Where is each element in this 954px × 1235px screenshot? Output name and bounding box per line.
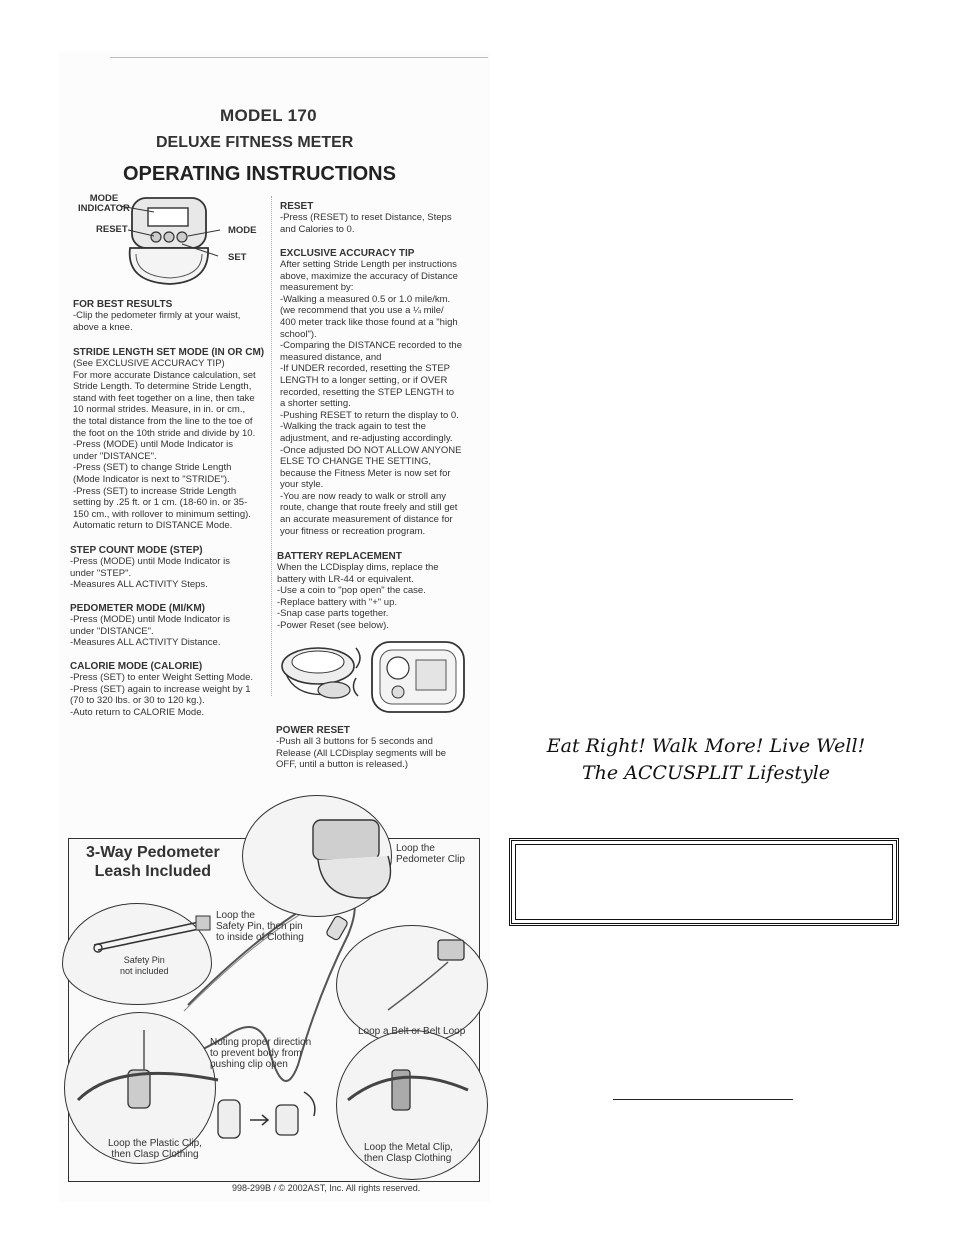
tagline-line-1: Eat Right! Walk More! Live Well!	[546, 735, 866, 757]
section-text: -Press (MODE) until Mode Indicator is under "DISTANCE". -Measures ALL ACTIVITY Distance.	[70, 614, 230, 649]
section-text: -Press (MODE) until Mode Indicator is under "STEP". -Measures ALL ACTIVITY Steps.	[70, 556, 230, 591]
label-reset: RESET	[96, 224, 128, 235]
left-section-step-count	[70, 545, 270, 591]
battery-diagram	[276, 638, 472, 718]
section-heading: STEP COUNT MODE (STEP)	[70, 545, 203, 556]
label-loop-safety-pin: Loop the Safety Pin, then pin to inside of Clothing	[216, 910, 304, 943]
section-heading: POWER RESET	[276, 725, 350, 736]
right-section-accuracy-tip	[280, 248, 480, 537]
left-section-pedometer-mode	[70, 603, 270, 649]
section-heading: BATTERY REPLACEMENT	[277, 551, 402, 562]
scan-top-edge	[110, 57, 488, 58]
label-loop-belt: Loop a Belt or Belt Loop	[358, 1026, 466, 1037]
section-heading: EXCLUSIVE ACCURACY TIP	[280, 248, 415, 259]
section-heading: RESET	[280, 201, 314, 212]
right-section-reset	[280, 201, 480, 235]
label-loop-metal-clip: Loop the Metal Clip, then Clasp Clothing	[364, 1142, 453, 1164]
section-text: After setting Stride Length per instructions above, maximize the accuracy of Distance measurement by: -Walking a measured 0.5 or 1.0 mile/km. (we recommend that you use a ¼ mile/ 400 meter track like those found at a "high school"). -Comparing the DISTANCE recorded to the measured distance, and -If UNDER recorded, resetting the STEP LENGTH to a longer setting, or if OVER recorded, resetting the STEP LENGTH to a shorter setting. -Pushing RESET to return the display to 0. -Walking the track again to test the adjustment, and re-adjusting accordingly. -Once adjusted DO NOT ALLOW ANYONE ELSE TO CHANGE THE SETTING, because the Fitness Meter is now set for your style. -You are now ready to walk or stroll any route, change that route freely and still get an accurate measurement of distance for your fitness or recreation program.	[280, 259, 462, 537]
section-heading: FOR BEST RESULTS	[73, 299, 173, 310]
left-section-best-results	[73, 299, 273, 333]
label-mode-indicator: MODE INDICATOR	[78, 193, 130, 214]
section-text: -Press (SET) to enter Weight Setting Mode. -Press (SET) again to increase weight by 1 (70 to 320 lbs. or 30 to 120 kg.). -Auto return to CALORIE Mode.	[70, 672, 254, 718]
leash-title: 3-Way Pedometer Leash Included	[86, 844, 220, 880]
left-section-calorie	[70, 661, 270, 718]
section-text: -Press (RESET) to reset Distance, Steps and Calories to 0.	[280, 212, 452, 235]
section-text: When the LCDisplay dims, replace the battery with LR-44 or equivalent. -Use a coin to "pop open" the case. -Replace battery with "+" up. -Snap case parts together. -Power Reset (see below).	[277, 562, 439, 631]
section-heading: STRIDE LENGTH SET MODE (IN OR CM)	[73, 347, 265, 358]
label-loop-plastic-clip: Loop the Plastic Clip, then Clasp Clothing	[108, 1138, 202, 1160]
section-text: -Clip the pedometer firmly at your waist, above a knee.	[73, 310, 241, 333]
empty-note-box-inner	[515, 844, 893, 920]
model-title: MODEL 170	[220, 106, 317, 125]
label-noting-direction: Noting proper direction to prevent body from pushing clip open	[210, 1037, 312, 1070]
section-heading: PEDOMETER MODE (MI/KM)	[70, 603, 205, 614]
section-text: -Push all 3 buttons for 5 seconds and Release (All LCDisplay segments will be OFF, until a button is released.)	[276, 736, 447, 771]
right-section-battery	[277, 551, 477, 632]
left-section-stride	[73, 347, 273, 532]
blank-line	[613, 1099, 793, 1100]
tagline-line-2: The ACCUSPLIT Lifestyle	[581, 762, 831, 784]
copyright-notice: 998-299B / © 2002AST, Inc. All rights reserved.	[232, 1183, 421, 1193]
instructions-title: OPERATING INSTRUCTIONS	[123, 163, 396, 185]
right-section-power-reset	[276, 725, 476, 771]
label-loop-pedometer-clip: Loop the Pedometer Clip	[396, 843, 465, 865]
label-safety-pin-not-included: Safety Pin not included	[120, 955, 169, 976]
section-text: (See EXCLUSIVE ACCURACY TIP) For more accurate Distance calculation, set Stride Length. To determine Stride Length, stand with feet together on a line, then take 10 normal strides. Measure, in in. or cm., the total distance from the line to the toe of the foot on the 10th stride and divide by 10. -Press (MODE) until Mode Indicator is under "DISTANCE". -Press (SET) to change Stride Length (Mode Indicator is next to "STRIDE"). -Press (SET) to increase Stride Length setting by .25 ft. or 1 cm. (18-60 in. or 35- 150 cm., with rollover to minimum setting). Automatic return to DISTANCE Mode.	[73, 358, 256, 532]
section-heading: CALORIE MODE (CALORIE)	[70, 661, 203, 672]
product-title: DELUXE FITNESS METER	[156, 134, 354, 151]
empty-note-box	[509, 838, 899, 926]
label-mode: MODE	[228, 225, 257, 236]
label-set: SET	[228, 252, 247, 263]
